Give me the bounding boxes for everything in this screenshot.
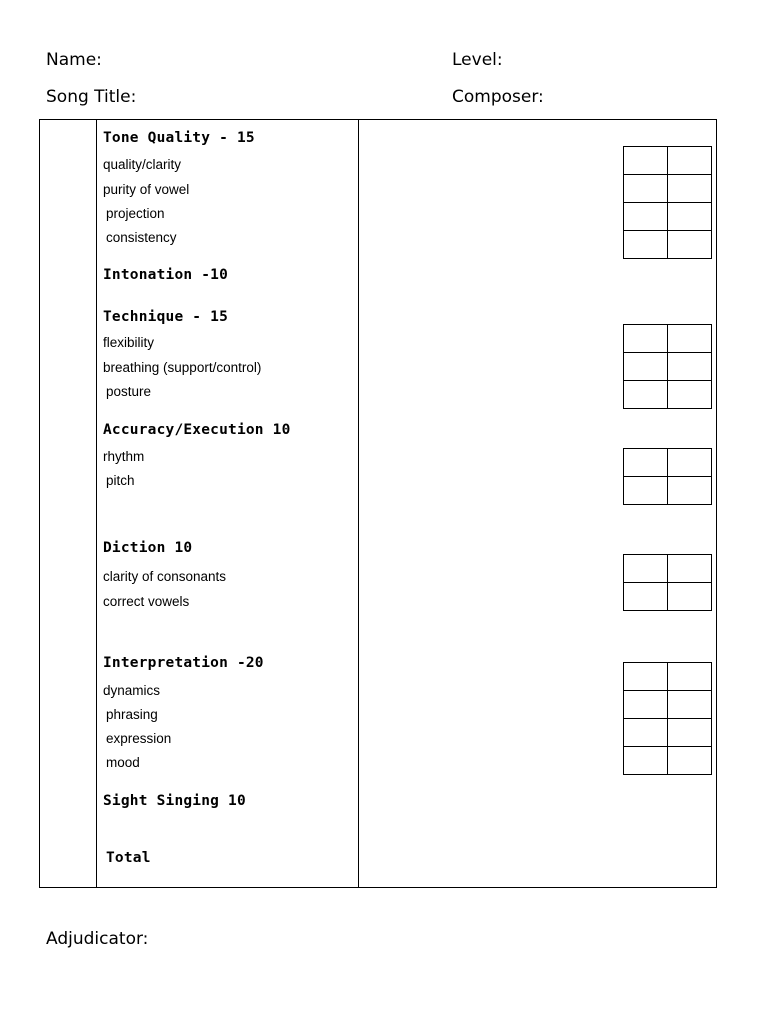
score-box[interactable]	[624, 691, 668, 719]
score-grid-row	[624, 477, 712, 505]
section-heading-sight-singing: Sight Singing 10	[103, 793, 246, 809]
score-box[interactable]	[624, 747, 668, 775]
criterion-pitch: pitch	[106, 473, 135, 488]
score-grid-row	[624, 555, 712, 583]
song-title-label: Song Title:	[46, 87, 137, 107]
score-grid-row	[624, 353, 712, 381]
score-grid-row	[624, 231, 712, 259]
score-grid-tone-quality	[623, 146, 712, 259]
level-label: Level:	[452, 50, 503, 70]
criterion-expression: expression	[106, 731, 172, 746]
score-box[interactable]	[624, 663, 668, 691]
criterion-phrasing: phrasing	[106, 707, 158, 722]
score-grid-row	[624, 663, 712, 691]
score-grid-technique	[623, 324, 712, 409]
score-box[interactable]	[668, 719, 712, 747]
score-box[interactable]	[668, 381, 712, 409]
score-box[interactable]	[624, 381, 668, 409]
criterion-mood: mood	[106, 755, 140, 770]
score-grid-row	[624, 719, 712, 747]
adjudicator-label: Adjudicator:	[46, 929, 149, 949]
score-box[interactable]	[668, 231, 712, 259]
score-box[interactable]	[668, 449, 712, 477]
score-box[interactable]	[668, 147, 712, 175]
section-heading-technique: Technique - 15	[103, 309, 229, 325]
score-box[interactable]	[668, 477, 712, 505]
score-grid-interpretation	[623, 662, 712, 775]
score-grid-row	[624, 691, 712, 719]
score-box[interactable]	[668, 325, 712, 353]
score-box[interactable]	[668, 747, 712, 775]
score-box[interactable]	[624, 353, 668, 381]
score-box[interactable]	[668, 691, 712, 719]
criterion-posture: posture	[106, 384, 152, 399]
score-box[interactable]	[668, 583, 712, 611]
score-grid-row	[624, 747, 712, 775]
score-box[interactable]	[624, 449, 668, 477]
score-grid-accuracy-execution	[623, 448, 712, 505]
section-heading-diction: Diction 10	[103, 540, 193, 556]
composer-label: Composer:	[452, 87, 544, 107]
score-box[interactable]	[624, 555, 668, 583]
criterion-dynamics: dynamics	[103, 683, 161, 698]
score-grid-row	[624, 449, 712, 477]
criterion-breathing: breathing (support/control)	[103, 360, 262, 375]
score-box[interactable]	[624, 147, 668, 175]
section-heading-tone-quality: Tone Quality - 15	[103, 130, 255, 146]
criterion-quality-clarity: quality/clarity	[103, 157, 182, 172]
score-grid-row	[624, 175, 712, 203]
score-grid-diction	[623, 554, 712, 611]
score-box[interactable]	[668, 203, 712, 231]
criterion-consistency: consistency	[106, 230, 177, 245]
score-box[interactable]	[624, 583, 668, 611]
score-grid-row	[624, 583, 712, 611]
total-label: Total	[106, 850, 151, 866]
score-box[interactable]	[624, 477, 668, 505]
left-column-divider	[96, 119, 97, 888]
name-label: Name:	[46, 50, 102, 70]
score-box[interactable]	[624, 719, 668, 747]
section-heading-intonation: Intonation -10	[103, 267, 229, 283]
score-box[interactable]	[668, 555, 712, 583]
criterion-clarity-of-consonants: clarity of consonants	[103, 569, 227, 584]
criterion-projection: projection	[106, 206, 165, 221]
section-heading-accuracy-execution: Accuracy/Execution 10	[103, 422, 291, 438]
score-grid-row	[624, 325, 712, 353]
section-heading-interpretation: Interpretation -20	[103, 655, 264, 671]
score-grid-row	[624, 203, 712, 231]
criteria-column-divider	[358, 119, 359, 888]
score-box[interactable]	[624, 175, 668, 203]
score-box[interactable]	[624, 203, 668, 231]
criterion-rhythm: rhythm	[103, 449, 145, 464]
criterion-flexibility: flexibility	[103, 335, 155, 350]
criterion-purity-of-vowel: purity of vowel	[103, 182, 190, 197]
score-box[interactable]	[668, 175, 712, 203]
score-grid-row	[624, 381, 712, 409]
score-box[interactable]	[668, 353, 712, 381]
score-box[interactable]	[624, 325, 668, 353]
score-box[interactable]	[624, 231, 668, 259]
score-grid-row	[624, 147, 712, 175]
criterion-correct-vowels: correct vowels	[103, 594, 190, 609]
score-box[interactable]	[668, 663, 712, 691]
